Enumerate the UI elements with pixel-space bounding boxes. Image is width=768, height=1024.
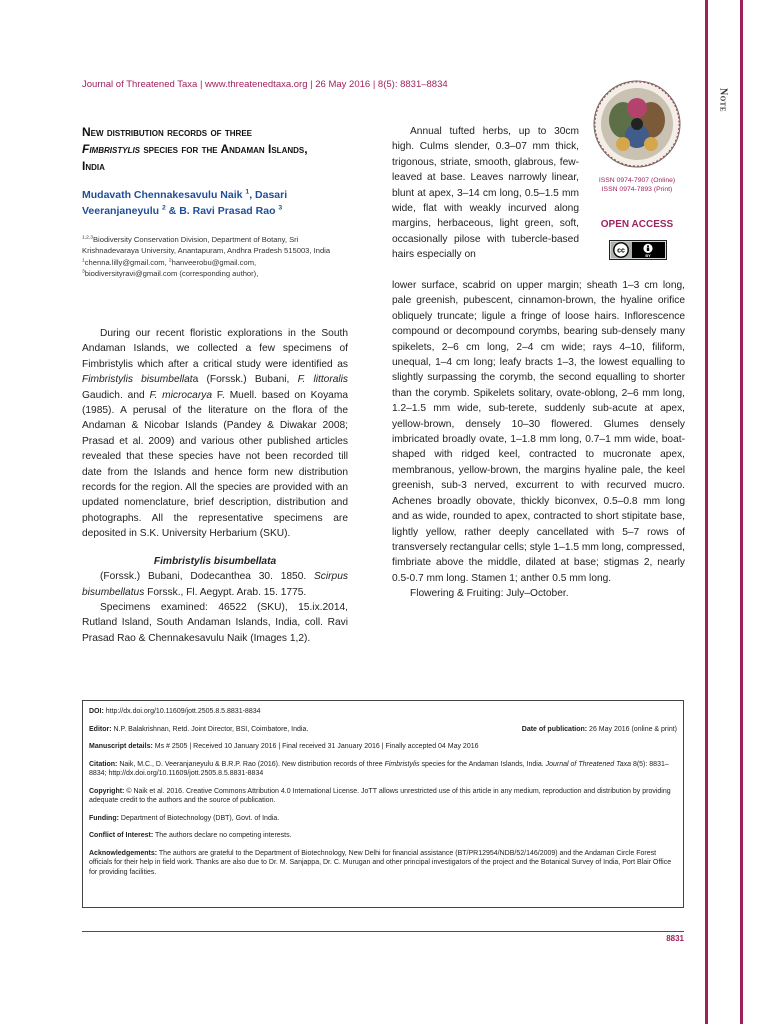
manuscript-details: Manuscript details: Ms # 2505 | Received 10 January 2016 | Final received 31 January 2016 | Finally accepted 04 May 2016 <box>89 743 479 750</box>
svg-text:BY: BY <box>645 253 651 258</box>
acknowledgements: Acknowledgements: The authors are grateful to the Department of Biotechnology, New Delhi for financial assistance (BT/PR12954/NDB/52/146/2009) and the Andaman Circle Forest officials for their help in field work. Thanks are also due to Dr. M. Sanjappa, Dr. C. Murugan and other principal investigators of the project and the Botanical Survey of India, Port Blair Office for providing facilities. <box>89 849 672 876</box>
article-title: New distribution records of three Fimbristylis species for the Andaman Islands, India <box>82 125 308 173</box>
page-number: 8831 <box>666 934 684 943</box>
description-part-2: lower surface, scabrid on upper margin; sheath 1–3 cm long, pale greenish, pubescent, cinnamon-brown, the hyaline orifice obliquely truncate; ligule a fringe of loose hairs. Inflorescence compound or decompound corymbs, bearing sub-densely many spikelets, 2–6 cm long, 2–4 cm wide; rays 4–10, filiform, unequal, 1–4 cm long; leafy bracts 1–3, the lowest equalling to slightly surpassing the corymb, the second equalling to shorter than the corymb. Spikelets solitary, ovate-oblong, 2–6 mm long, 1.2–1.5 mm wide, sub-terete, suddenly sub-acute at apex, yellow-brown, densely 10–30 flowered. Glumes densely imbricated broadly ovate, 1–1.8 mm long, 0.7–1 mm wide, boat-shaped with ridged keel, contracted to mucronate apex, membranous, yellow-brown, the margins hyaline pale, the keel greenish, sub-3 nerved, excurrent to with recurved mucro. Achenes broadly obovate, thickly biconvex, 0.5–0.8 mm long and as wide, rounded to apex, contracted to short stipitate base, lightly yellow, rather deeply cancellated with 5–7 rows of transversely rectangular cells; style 1–1.5 mm long, compressed, fimbriate above the middle, dilated at base; stigmas 2, nearly 0.5-0.7 mm long. Stamen 1; anther 0.5 mm long. Flowering & Fruiting: July–October. <box>392 278 685 602</box>
footer-rule <box>82 931 684 932</box>
margin-rule-inner <box>705 0 708 1024</box>
author-list: Mudavath Chennakesavulu Naik $^1$, Dasari Veeranjaneyulu $^2$ & B. Ravi Prasad Rao $^3$ <box>82 188 288 217</box>
intro-paragraph: During our recent floristic explorations in the South Andaman Islands, we collected a few specimens of Fimbristylis which after a critical study were identified as Fimbristylis bisumbellata (Forssk.) Bubani, F. littoralis Gaudich. and F. microcarya F. Muell. based on Koyama (1985). A perusal of the literature on the flora of the Andaman & Nicobar Islands (Pandey & Diwakar 2008; Prasad et al. 2009) and various other published articles revealed that these species have not been recorded till date from the Islands and hence form new distribution records for the region. All the species are provided with an updated nomenclature, brief description, distribution and photographs. All the representative specimens are deposited in S.K. University Herbarium (SKU). <box>82 328 349 540</box>
journal-header[interactable]: Journal of Threatened Taxa | www.threatenedtaxa.org | 26 May 2016 | 8(5): 8831–8834 <box>82 79 448 90</box>
citation: Citation: Naik, M.C., D. Veeranjaneyulu & B.R.P. Rao (2016). New distribution records of three Fimbristylis species for the Andaman Islands, India. Journal of Threatened Taxa 8(5): 8831–8834; http://dx.doi.org/10.11609/jott.2505.8.5.8831-8834 <box>89 760 669 777</box>
body-left-column <box>82 326 348 646</box>
editor-line: Editor: N.P. Balakrishnan, Retd. Joint Director, BSI, Coimbatore, India. Date of publication: 26 May 2016 (online & print) <box>89 725 677 733</box>
cc-by-license-icon[interactable] <box>609 240 667 260</box>
journal-emblem <box>593 80 681 168</box>
email-1[interactable]: chenna.lilly@gmail.com, <box>84 257 169 267</box>
funding: Funding: Department of Biotechnology (DBT), Govt. of India. <box>89 814 280 822</box>
copyright: Copyright: © Naik et al. 2016. Creative Commons Attribution 4.0 International License. JoTT allows unrestricted use of this article in any medium, reproduction and distribution by providing adequate credit to the authors and the source of publication. <box>89 787 671 804</box>
note-side-label: Note <box>717 87 729 113</box>
email-2[interactable]: hanveerobu@gmail.com, <box>171 257 257 267</box>
margin-rule-outer <box>740 0 743 1024</box>
flowering-fruiting: Flowering & Fruiting: July–October. <box>410 588 569 600</box>
issn-numbers: ISSN 0974-7907 (Online) ISSN 0974-7893 (Print) <box>598 177 676 193</box>
conflict-of-interest: Conflict of Interest: The authors declare no competing interests. <box>89 832 292 839</box>
specimens-examined: Specimens examined: 46522 (SKU), 15.ix.2014, Rutland Island, South Andaman Islands, India, coll. Ravi Prasad Rao & Chennakesavulu Naik (Images 1,2). <box>82 601 348 644</box>
synonymy: (Forssk.) Bubani, Dodecanthea 30. 1850. Scirpus bisumbellatus Forssk., Fl. Aegypt. Arab. 15. 1775. <box>82 571 348 598</box>
description-part-1: Annual tufted herbs, up to 30cm high. Culms slender, 0.3–07 mm thick, trigonous, striate, smooth, glabrous, few-leaved at base. Leaves narrowly linear, blunt at apex, 3–14 cm long, 0.5–1.5 mm wide, flat with weakly incurved along margins, herbaceous, light green, soft, occasionally pilose with tubercle-based hairs especially on <box>392 126 579 261</box>
open-access-label[interactable]: OPEN ACCESS <box>600 219 674 230</box>
email-3[interactable]: biodiversityravi@gmail.com (corresponding author), <box>84 268 259 278</box>
doi-line[interactable]: DOI: http://dx.doi.org/10.11609/jott.2505.8.5.8831-8834 <box>89 708 261 715</box>
affiliations: $^{1,2,3}$Biodiversity Conservation Division, Department of Botany, Sri Krishnadevaraya University, Anantapuram, Andhra Pradesh 515003, India $^1$chenna.lilly@gmail.com, $^2$hanveerobu@gmail.com, $^3$biodiversityravi@gmail.com (corresponding author), <box>82 235 331 278</box>
species-heading: Fimbristylis bisumbellata <box>153 555 277 567</box>
article-info-box <box>82 700 684 908</box>
svg-text:cc: cc <box>617 247 625 255</box>
